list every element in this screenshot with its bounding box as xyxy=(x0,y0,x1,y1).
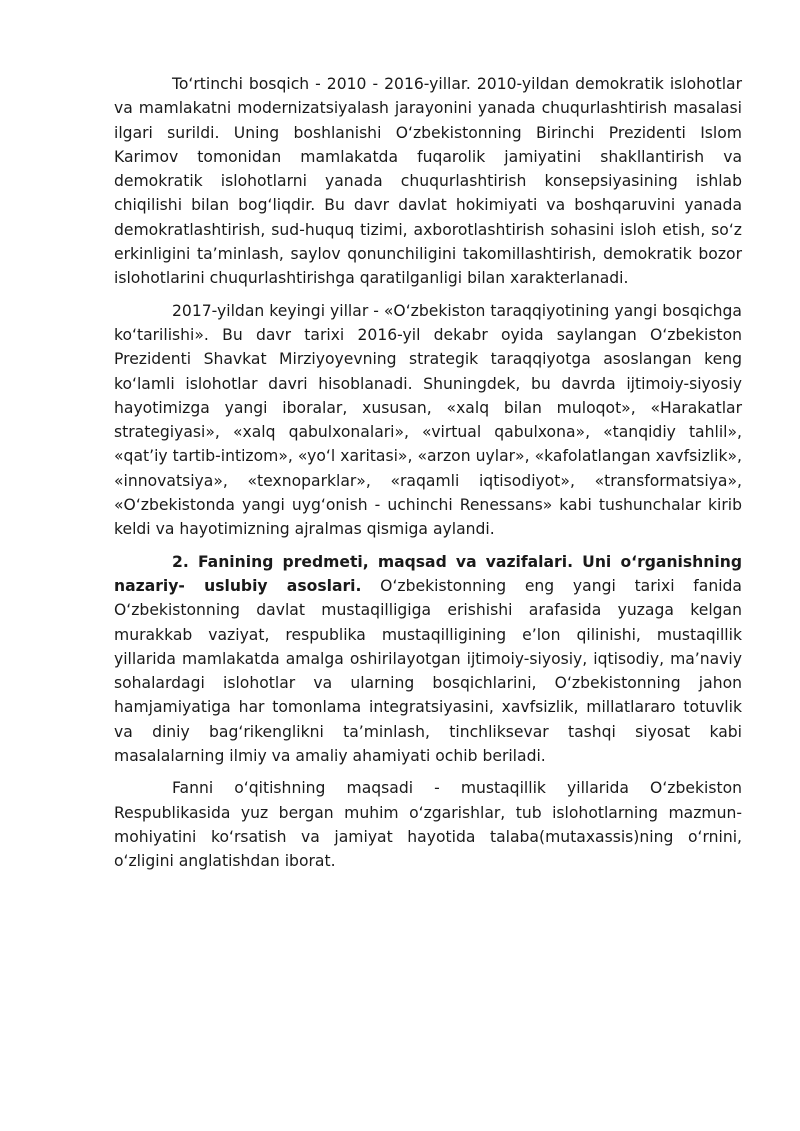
section-heading: 2. Fanining predmeti, maqsad va vazifalari. Uni o‘rganishning nazariy- uslubiy asoslari. xyxy=(114,552,742,595)
paragraph-text: 2017-yildan keyingi yillar - «O‘zbekiston taraqqiyotining yangi bosqichga ko‘tarilishi». Bu davr tarixi 2016-yil dekabr oyida saylangan O‘zbekiston Prezidenti Shavkat Mirziyoyevning strategik taraqqiyotga asoslangan keng ko‘lamli islohotlar davri hisoblanadi. Shuningdek, bu davrda ijtimoiy-siyosiy hayotimizga yangi iboralar, xususan, «xalq bilan muloqot», «Harakatlar strategiyasi», «xalq qabulxonalari», «virtual qabulxona», «tanqidiy tahlil», «qat’iy tartib-intizom», «yo‘l xaritasi», «arzon uylar», «kafolatlangan xavfsizlik», «innovatsiya», «texnoparklar», «raqamli iqtisodiyot», «transformatsiya», «O‘zbekistonda yangi uyg‘onish - uchinchi Renessans» kabi tushunchalar kirib keldi va hayotimizning ajralmas qismiga aylandi. xyxy=(114,301,742,539)
paragraph-text: Fanni o‘qitishning maqsadi - mustaqillik yillarida O‘zbekiston Respublikasida yuz bergan muhim o‘zgarishlar, tub islohotlarning mazmun- mohiyatini ko‘rsatish va jamiyat hayotida talaba(mutaxassis)ning o‘rnini, o‘zligini anglatishdan iborat. xyxy=(114,779,742,871)
paragraph-text: O‘zbekistonning eng yangi tarixi fanida O‘zbekistonning davlat mustaqilligiga erishishi arafasida yuzaga kelgan murakkab vaziyat, respublika mustaqilligining e’lon qilinishi, mustaqillik yillarida mamlakatda amalga oshirilayotgan ijtimoiy-siyosiy, iqtisodiy, ma’naviy sohalardagi islohotlar va ularning bosqichlarini, O‘zbekistonning jahon hamjamiyatiga har tomonlama integratsiyasini, xavfsizlik, millatlararo totuvlik va diniy bag‘rikenglikni ta’minlash, tinchliksevar tashqi siyosat kabi masalalarning ilmiy va amaliy ahamiyati ochib beriladi. xyxy=(114,576,742,766)
paragraph-after-2017 xyxy=(114,299,742,542)
paragraph-teaching-aim xyxy=(114,776,742,873)
paragraph-fourth-stage xyxy=(114,72,742,291)
paragraph-subject-goals xyxy=(114,550,742,769)
document-page xyxy=(114,72,742,882)
paragraph-text: To‘rtinchi bosqich - 2010 - 2016-yillar. 2010-yildan demokratik islohotlar va mamlakatni modernizatsiyalash jarayonini yanada chuqurlashtirish masalasi ilgari surildi. Uning boshlanishi O‘zbekistonning Birinchi Prezidenti Islom Karimov tomonidan mamlakatda fuqarolik jamiyatini shakllantirish va demokratik islohotlarni yanada chuqurlashtirish konsepsiyasining ishlab chiqilishi bilan bog‘liqdir. Bu davr davlat hokimiyati va boshqaruvini yanada demokratlashtirish, sud-huquq tizimi, axborotlashtirish sohasini isloh etish, so‘z erkinligini ta’minlash, saylov qonunchiligini takomillashtirish, demokratik bozor islohotlarini chuqurlashtirishga qaratilganligi bilan xarakterlanadi. xyxy=(114,75,742,288)
